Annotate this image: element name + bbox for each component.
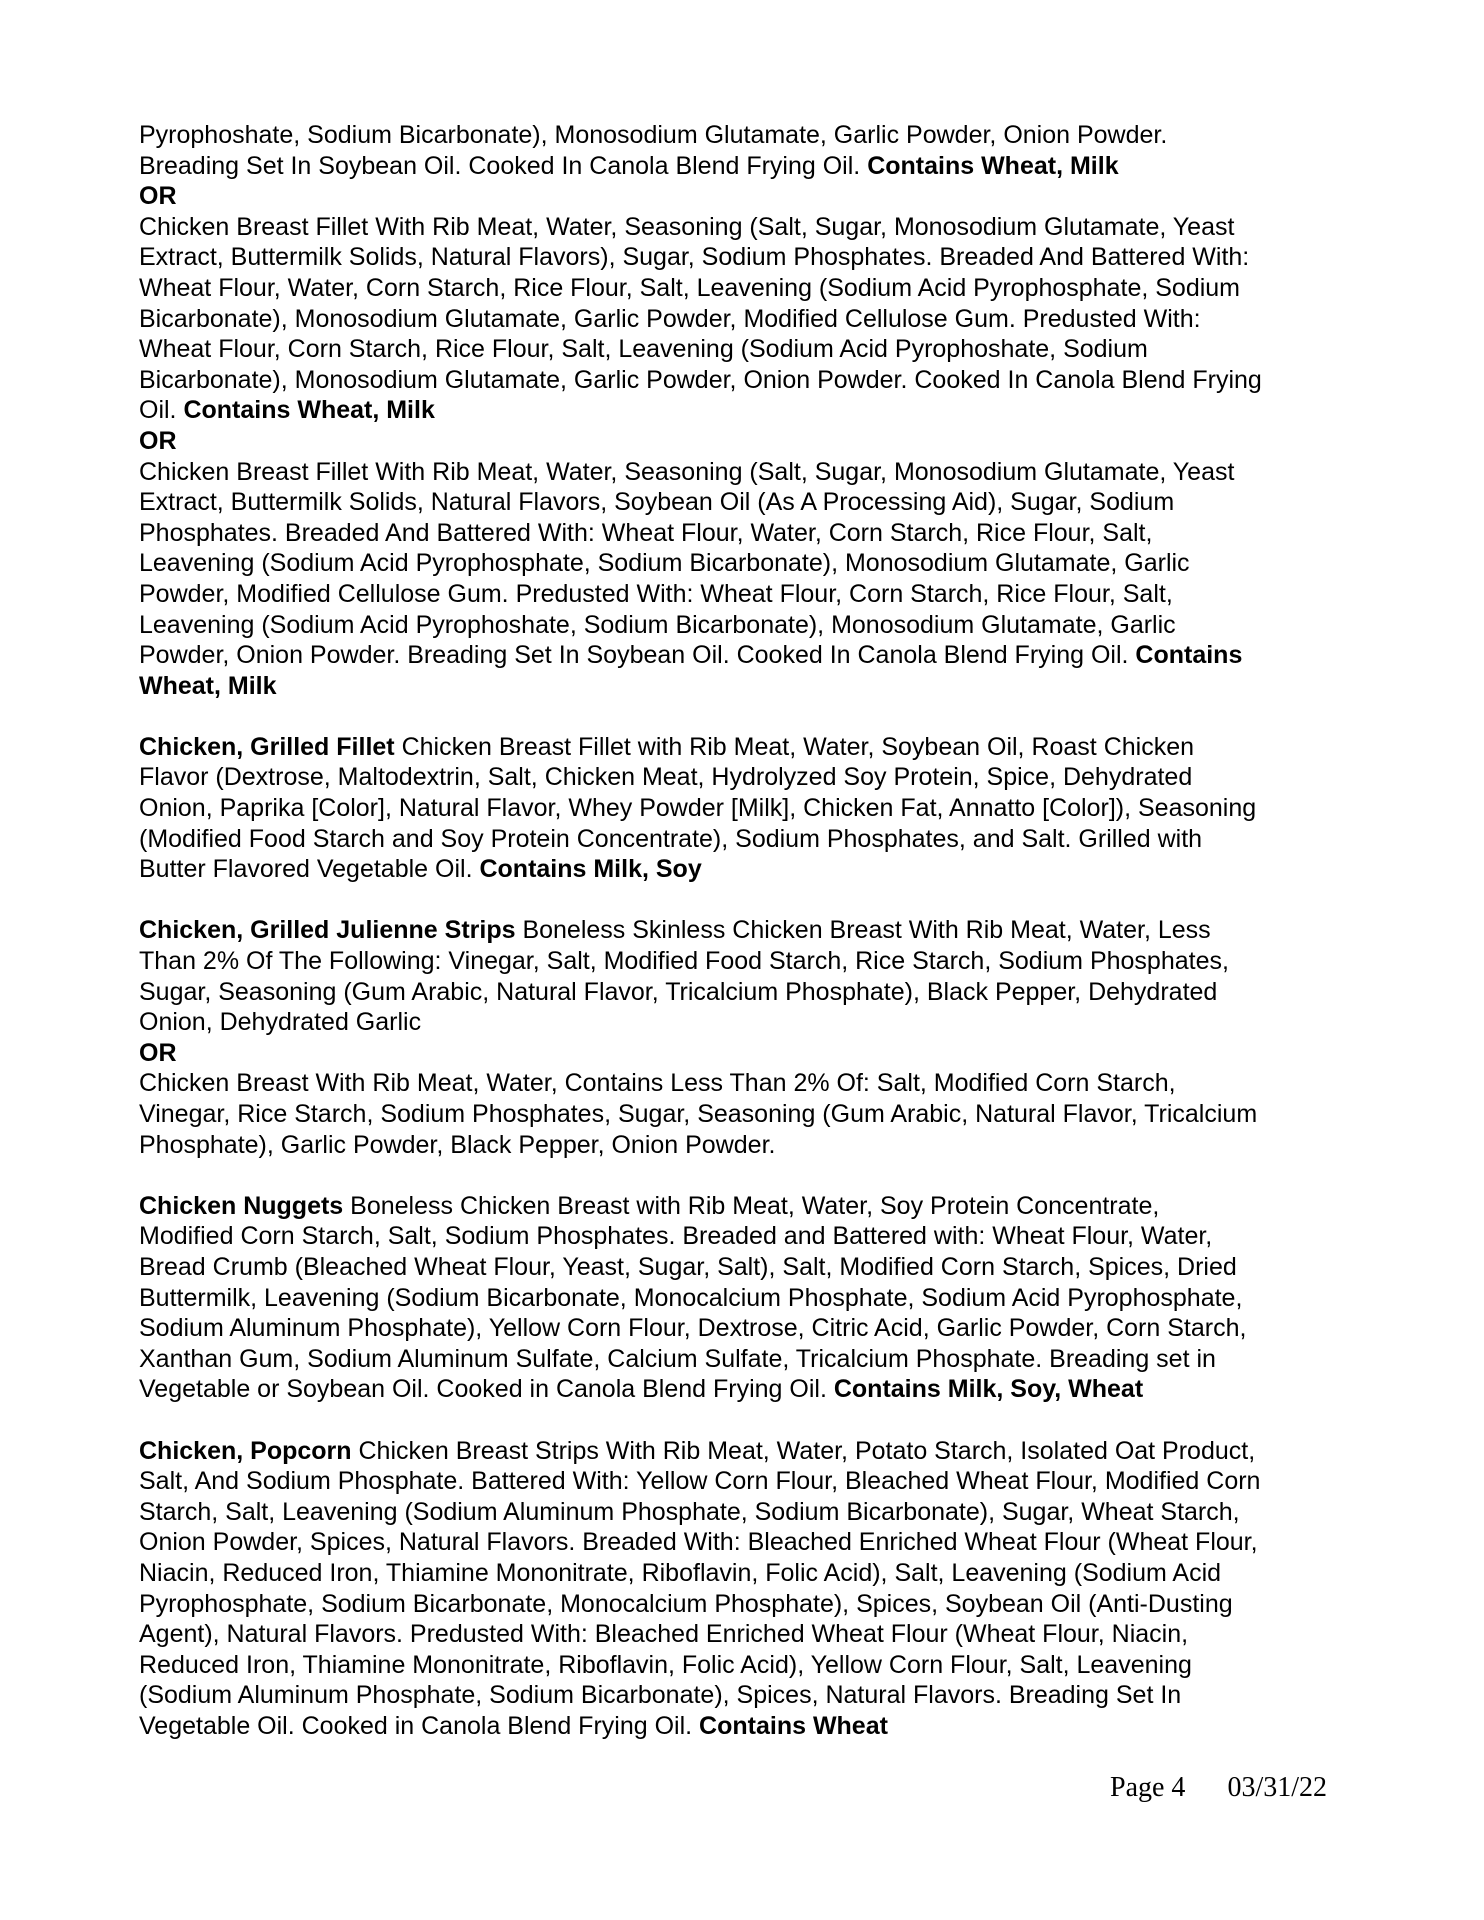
ingredients-text: Boneless Skinless Chicken Breast With Rib Meat, Water, Less Than 2% Of The Following: Vinegar, Salt, Modified Food Starch, Rice Starch, Sodium Phosphates, Sugar, Seasoning (Gum Arabic, Natural Flavor, Tricalcium Phosphate), Black Pepper, Dehydrated Onion, Dehydrated Garlic: [139, 916, 1229, 1037]
product-name: Chicken, Grilled Julienne Strips: [139, 916, 516, 945]
page-footer: [1110, 1772, 1327, 1804]
alternate-formula-paragraph: Chicken Breast With Rib Meat, Water, Contains Less Than 2% Of: Salt, Modified Corn Starch, Vinegar, Rice Starch, Sodium Phosphates, Sugar, Seasoning (Gum Arabic, Natural Flavor, Tricalcium Phosphate), Garlic Powder, Black Pepper, Onion Powder.: [139, 1069, 1258, 1159]
allergen-statement: Contains Milk, Soy, Wheat: [833, 1375, 1144, 1404]
page-number: Page 4: [1110, 1772, 1186, 1803]
allergen-statement: Contains Wheat: [699, 1711, 888, 1740]
allergen-statement: Contains Wheat, Milk: [139, 641, 1243, 700]
product-name: Chicken Nuggets: [139, 1191, 344, 1220]
paragraph-gap: [139, 1160, 1349, 1191]
product-entry-grilled-fillet: [139, 732, 1349, 885]
allergen-statement: Contains Wheat, Milk: [867, 151, 1119, 180]
alternate-formula-text: Chicken Breast Fillet With Rib Meat, Water, Seasoning (Salt, Sugar, Monosodium Glutamate, Yeast Extract, Buttermilk Solids, Natural Flavors), Sugar, Sodium Phosphates. Breaded And Battered With: Wheat Flour, Water, Corn Starch, Rice Flour, Salt, Leavening (Sodium Acid Pyrophosphate, Sodium Bicarbonate), Monosodium Glutamate, Garlic Powder, Modified Cellulose Gum. Predusted With: Wheat Flour, Corn Starch, Rice Flour, Salt, Leavening (Sodium Acid Pyrophoshate, Sodium Bicarbonate), Monosodium Glutamate, Garlic Powder, Onion Powder. Cooked In Canola Blend Frying Oil.: [139, 212, 1262, 425]
alternate-formula-text: Chicken Breast Fillet With Rib Meat, Water, Seasoning (Salt, Sugar, Monosodium Glutamate, Yeast Extract, Buttermilk Solids, Natural Flavors, Soybean Oil (As A Processing Aid), Sugar, Sodium Phosphates. Breaded And Battered With: Wheat Flour, Water, Corn Starch, Rice Flour, Salt, Leavening (Sodium Acid Pyrophosphate, Sodium Bicarbonate), Monosodium Glutamate, Garlic Powder, Modified Cellulose Gum. Predusted With: Wheat Flour, Corn Starch, Rice Flour, Salt, Leavening (Sodium Acid Pyrophoshate, Sodium Bicarbonate), Monosodium Glutamate, Garlic Powder, Onion Powder. Breading Set In Soybean Oil. Cooked In Canola Blend Frying Oil.: [139, 457, 1235, 670]
product-name: Chicken, Popcorn: [139, 1436, 352, 1465]
product-entry-grilled-julienne-strips: [139, 915, 1349, 1037]
paragraph-gap: [139, 885, 1349, 916]
ingredients-text: Boneless Chicken Breast with Rib Meat, Water, Soy Protein Concentrate, Modified Corn Starch, Salt, Sodium Phosphates. Breaded and Battered with: Wheat Flour, Water, Bread Crumb (Bleached Wheat Flour, Yeast, Sugar, Salt), Salt, Modified Corn Starch, Spices, Dried Buttermilk, Leavening (Sodium Bicarbonate, Monocalcium Phosphate, Sodium Acid Pyrophosphate, Sodium Aluminum Phosphate), Yellow Corn Flour, Dextrose, Citric Acid, Garlic Powder, Corn Starch, Xanthan Gum, Sodium Aluminum Sulfate, Calcium Sulfate, Tricalcium Phosphate. Breading set in Vegetable or Soybean Oil. Cooked in Canola Blend Frying Oil.: [139, 1191, 1247, 1404]
paragraph-gap: [139, 1405, 1349, 1436]
ingredients-text: Chicken Breast Fillet with Rib Meat, Water, Soybean Oil, Roast Chicken Flavor (Dextrose, Maltodextrin, Salt, Chicken Meat, Hydrolyzed Soy Protein, Spice, Dehydrated Onion, Paprika [Color], Natural Flavor, Whey Powder [Milk], Chicken Fat, Annatto [Color]), Seasoning (Modified Food Starch and Soy Protein Concentrate), Sodium Phosphates, and Salt. Grilled with Butter Flavored Vegetable Oil.: [139, 732, 1257, 884]
or-separator: OR: [139, 1038, 177, 1067]
product-name: Chicken, Grilled Fillet: [139, 732, 395, 761]
or-separator: OR: [139, 182, 177, 211]
product-entry-chicken-nuggets: [139, 1191, 1349, 1405]
or-separator: OR: [139, 426, 177, 455]
document-page: [139, 120, 1349, 1741]
alternate-formula-paragraph: [139, 457, 1349, 702]
paragraph-gap: [139, 701, 1349, 732]
ingredients-text: Chicken Breast Strips With Rib Meat, Water, Potato Starch, Isolated Oat Product, Salt, And Sodium Phosphate. Battered With: Yellow Corn Flour, Bleached Wheat Flour, Modified Corn Starch, Salt, Leavening (Sodium Aluminum Phosphate, Sodium Bicarbonate), Sugar, Wheat Starch, Onion Powder, Spices, Natural Flavors. Breaded With: Bleached Enriched Wheat Flour (Wheat Flour, Niacin, Reduced Iron, Thiamine Mononitrate, Riboflavin, Folic Acid), Salt, Leavening (Sodium Acid Pyrophosphate, Sodium Bicarbonate, Monocalcium Phosphate), Spices, Soybean Oil (Anti-Dusting Agent), Natural Flavors. Predusted With: Bleached Enriched Wheat Flour (Wheat Flour, Niacin, Reduced Iron, Thiamine Mononitrate, Riboflavin, Folic Acid), Yellow Corn Flour, Salt, Leavening (Sodium Aluminum Phosphate, Sodium Bicarbonate), Spices, Natural Flavors. Breading Set In Vegetable Oil. Cooked in Canola Blend Frying Oil.: [139, 1436, 1261, 1740]
allergen-statement: Contains Wheat, Milk: [183, 396, 435, 425]
alternate-formula-paragraph: [139, 212, 1349, 426]
continuation-paragraph: [139, 120, 1349, 181]
product-entry-popcorn-chicken: [139, 1436, 1349, 1742]
continuation-text: Pyrophoshate, Sodium Bicarbonate), Monosodium Glutamate, Garlic Powder, Onion Powder. Breading Set In Soybean Oil. Cooked In Canola Blend Frying Oil.: [139, 121, 1168, 180]
revision-date: 03/31/22: [1227, 1772, 1327, 1803]
allergen-statement: Contains Milk, Soy: [479, 855, 702, 884]
